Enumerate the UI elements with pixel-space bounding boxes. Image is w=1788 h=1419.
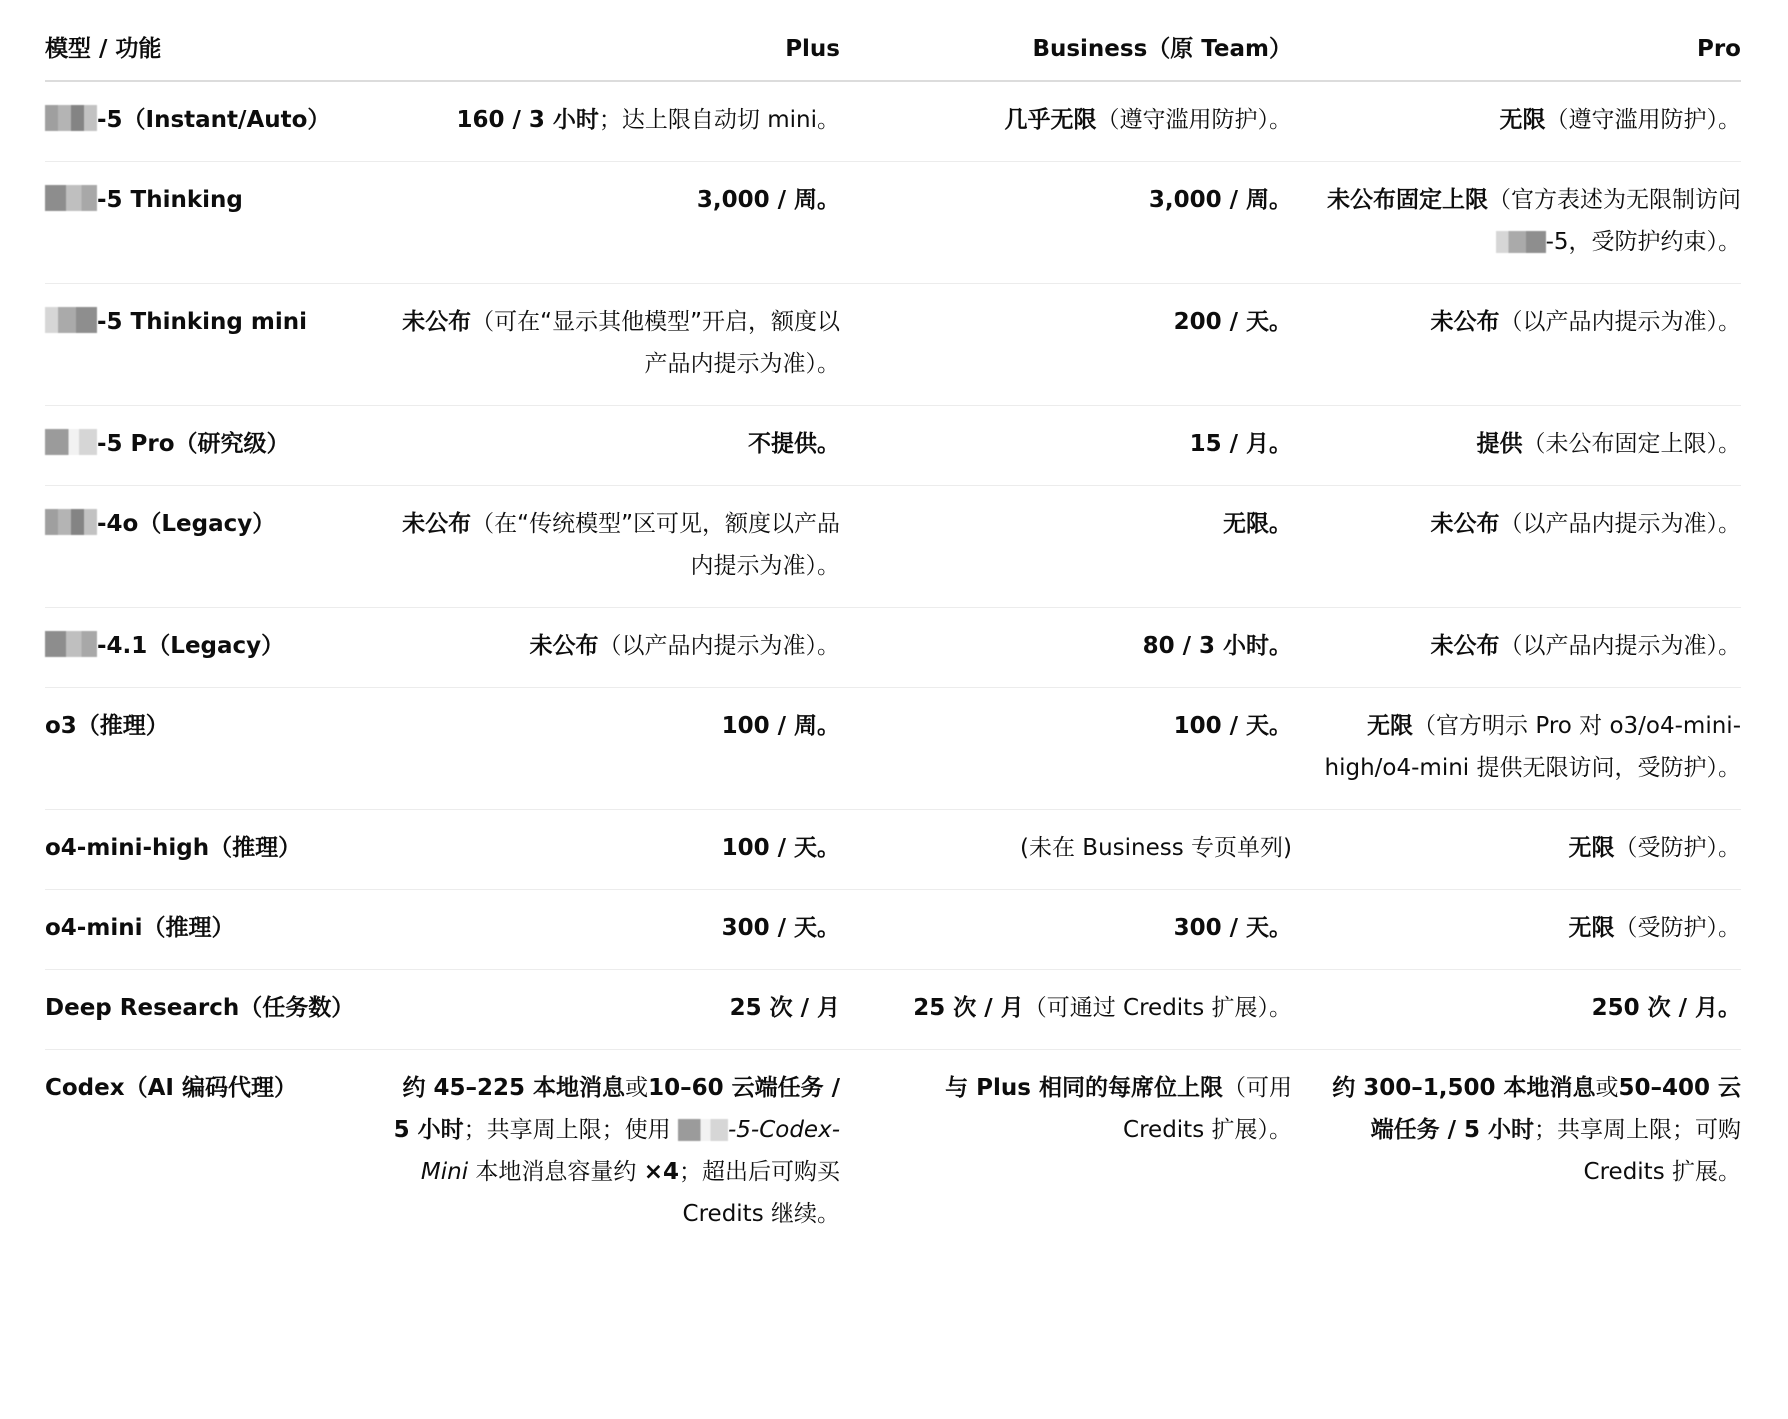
table-row (45, 284, 1741, 406)
redacted-block (45, 185, 97, 211)
business-cell: 3,000 / 周。 (840, 162, 1292, 284)
model-cell: o4-mini（推理） (45, 890, 355, 970)
business-cell: 几乎无限（遵守滥用防护）。 (840, 81, 1292, 162)
plus-cell: 25 次 / 月 (355, 970, 840, 1050)
redacted-block (45, 631, 97, 657)
table-row (45, 81, 1741, 162)
table-row (45, 1050, 1741, 1256)
pro-cell: 提供（未公布固定上限）。 (1292, 406, 1741, 486)
business-cell: 80 / 3 小时。 (840, 608, 1292, 688)
business-cell: 与 Plus 相同的每席位上限（可用 Credits 扩展）。 (945, 1075, 1292, 1143)
quota-comparison-table-container (45, 28, 1741, 1255)
redacted-block (45, 509, 97, 535)
plus-cell: 未公布（以产品内提示为准）。 (355, 608, 840, 688)
model-cell: -5 Pro（研究级） (45, 406, 355, 486)
model-cell: -5 Thinking (45, 162, 355, 284)
pro-cell: 未公布（以产品内提示为准）。 (1292, 608, 1741, 688)
table-row (45, 810, 1741, 890)
redacted-block (678, 1119, 728, 1141)
table-row (45, 688, 1741, 810)
plus-cell: 未公布（可在“显示其他模型”开启，额度以产品内提示为准）。 (355, 284, 840, 406)
pro-cell: 未公布固定上限（官方表述为无限制访问 -5，受防护约束）。 (1292, 162, 1741, 284)
pro-cell: 无限（遵守滥用防护）。 (1292, 81, 1741, 162)
pro-cell: 250 次 / 月。 (1292, 970, 1741, 1050)
table-header-row (45, 28, 1741, 81)
plus-cell: 160 / 3 小时；达上限自动切 mini。 (355, 81, 840, 162)
pro-cell: 无限（受防护）。 (1292, 810, 1741, 890)
plus-cell: 未公布（在“传统模型”区可见，额度以产品内提示为准）。 (355, 486, 840, 608)
header-pro: Pro (1292, 28, 1741, 81)
header-model-feature: 模型 / 功能 (45, 28, 355, 81)
table-row (45, 162, 1741, 284)
header-plus: Plus (355, 28, 840, 81)
header-business: Business（原 Team） (840, 28, 1292, 81)
business-cell: 25 次 / 月（可通过 Credits 扩展）。 (840, 970, 1292, 1050)
model-cell: -5（Instant/Auto） (45, 81, 355, 162)
quota-comparison-table (45, 28, 1741, 1255)
business-cell: 200 / 天。 (840, 284, 1292, 406)
pro-cell: 无限（官方明示 Pro 对 o3/o4-mini-high/o4-mini 提供无限访问，受防护）。 (1292, 688, 1741, 810)
pro-cell: 未公布（以产品内提示为准）。 (1292, 486, 1741, 608)
plus-cell: 约 45–225 本地消息或10–60 云端任务 / 5 小时；共享周上限；使用 -5-Codex-Mini 本地消息容量约 ×4；超出后可购买 Credits 继续。 (393, 1075, 840, 1227)
plus-cell: 100 / 天。 (355, 810, 840, 890)
plus-cell: 100 / 周。 (355, 688, 840, 810)
table-row (45, 890, 1741, 970)
plus-cell: 300 / 天。 (355, 890, 840, 970)
pro-cell: 约 300–1,500 本地消息或50–400 云端任务 / 5 小时；共享周上限；可购 Credits 扩展。 (1332, 1075, 1741, 1185)
business-cell: 300 / 天。 (840, 890, 1292, 970)
model-cell: o3（推理） (45, 688, 355, 810)
redacted-block (1496, 231, 1546, 253)
business-cell: (未在 Business 专页单列) (840, 810, 1292, 890)
table-row (45, 608, 1741, 688)
table-row (45, 486, 1741, 608)
table-row (45, 406, 1741, 486)
pro-cell: 未公布（以产品内提示为准）。 (1292, 284, 1741, 406)
redacted-block (45, 429, 97, 455)
model-cell: -4o（Legacy） (45, 486, 355, 608)
business-cell: 无限。 (840, 486, 1292, 608)
model-cell: o4-mini-high（推理） (45, 810, 355, 890)
pro-cell: 无限（受防护）。 (1292, 890, 1741, 970)
table-row (45, 970, 1741, 1050)
model-cell: -4.1（Legacy） (45, 608, 355, 688)
model-cell: Codex（AI 编码代理） (45, 1075, 297, 1101)
business-cell: 15 / 月。 (840, 406, 1292, 486)
redacted-block (45, 105, 97, 131)
business-cell: 100 / 天。 (840, 688, 1292, 810)
plus-cell: 不提供。 (355, 406, 840, 486)
model-cell: Deep Research（任务数） (45, 970, 355, 1050)
model-cell: -5 Thinking mini (45, 284, 355, 406)
redacted-block (45, 307, 97, 333)
plus-cell: 3,000 / 周。 (355, 162, 840, 284)
